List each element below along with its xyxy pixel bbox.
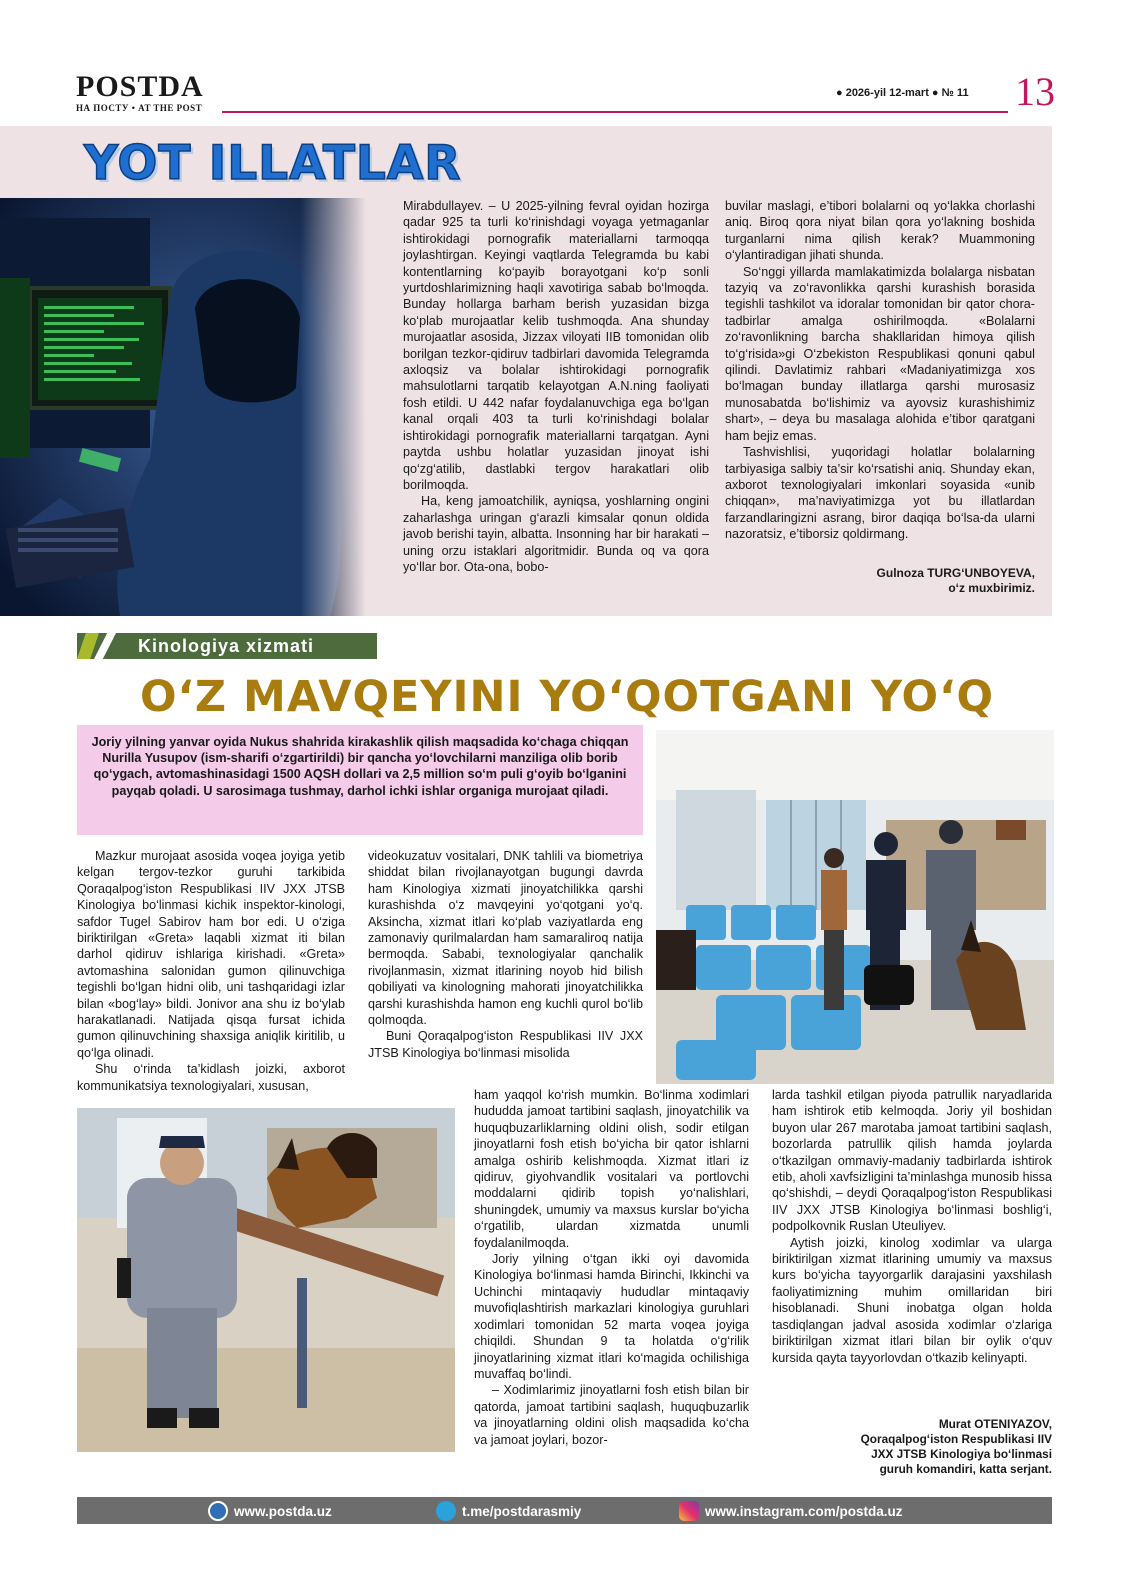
- article2-col3: [474, 1087, 749, 1448]
- airport-photo: [656, 730, 1054, 1084]
- article1-title: YOT ILLATLAR: [84, 136, 462, 191]
- article1-signature: [780, 566, 1035, 596]
- signature-line: JXX JTSB Kinologiya bo‘linmasi: [871, 1447, 1052, 1461]
- paragraph: So‘nggi yillarda mamlakatimizda bolalarga nisbatan tazyiq va zo‘ravonlikka qarshi kurashish borasida tegishli tashkilot va idoralar tomonidan bir qator chora-tadbirlar amalga oshirilmoqda. «Bolalarni zo‘ravonlikning barcha shakllaridan himoya qilish to‘g‘risida»gi O‘zbekiston Respublikasi qonuni qabul qilindi. Davlatimiz rahbari «Madaniyatimizga xos bo‘lmagan bunday illatlarga qarshi murosasiz munosabatda bo‘lishimiz va ayovsiz kurashishimiz shart», – deya bu masalaga alohida e’tibor qaratgani ham bejiz emas.: [725, 264, 1035, 443]
- article2-col4: [772, 1087, 1052, 1366]
- signature-line: Qoraqalpog‘iston Respublikasi IIV: [860, 1432, 1052, 1446]
- paragraph: Buni Qoraqalpog‘iston Respublikasi IIV JXX JTSB Kinologiya bo‘linmasi misolida: [368, 1029, 643, 1060]
- rubric-label: Kinologiya xizmati: [138, 636, 315, 656]
- article2-col2: [368, 848, 643, 1061]
- article1-col1: [403, 198, 709, 575]
- signature-role: o‘z muxbirimiz.: [948, 581, 1035, 595]
- article2-headline: O‘Z MAVQEYINI YO‘QOTGANI YO‘Q: [140, 672, 994, 722]
- lead-text: Joriy yilning yanvar oyida Nukus shahrida kirakashlik qilish maqsadida ko‘chaga chiqqan Nurilla Yusupov (ism-sharifi o‘zgartirildi) bir qancha yo‘lovchilarni manziliga olib borib qo‘ygach, avtomashinasidagi 1500 AQSH dollari va 2,5 million so‘m puli g‘oyib bo‘lganini payqab qoladi. U sarosimaga tushmay, darhol ichki ishlar organiga murojaat qiladi.: [91, 735, 629, 798]
- signature-name: Gulnoza TURG‘UNBOYEVA,: [876, 566, 1035, 580]
- instagram-icon: [679, 1501, 699, 1521]
- hacker-photo: [0, 198, 366, 616]
- telegram-icon: [436, 1501, 456, 1521]
- instagram-link[interactable]: www.instagram.com/postda.uz: [705, 1503, 903, 1519]
- paragraph: videokuzatuv vositalari, DNK tahlili va biometriya shiddat bilan rivojlanayotgan bugungi davrda ham Kinologiya xizmati jinoyatchilikka qarshi kurashishda o‘z mavqeyini yo‘qotgani yo‘q. Aksincha, xizmat itlari ko‘plab vaziyatlarda eng zamonaviy qurilmalardan ham samaraliroq natija bermoqda. Sababi, texnologiyalar qanchalik rivojlanmasin, xizmat itlarining noyob hid bilish qobiliyati va kinologning mahorati jinoyatchilikka qarshi kurashishda hamon eng kuchli qurol bo‘lib qolmoqda.: [368, 849, 643, 1028]
- article1-col2: [725, 198, 1035, 543]
- footer-website[interactable]: [208, 1500, 332, 1522]
- signature-line: Murat OTENIYAZOV,: [938, 1417, 1052, 1431]
- paragraph: – Xodimlarimiz jinoyatlarni fosh etish bilan bir qatorda, jamoat tartibini saqlash, huquqbuzarlik va jinoyatlarning oldini olish maqsadida ko‘cha va jamoat joylari, bozor-: [474, 1383, 749, 1447]
- signature-line: guruh komandiri, katta serjant.: [879, 1462, 1052, 1476]
- paragraph: Tashvishlisi, yuqoridagi holatlar bolalarning tarbiyasiga salbiy ta’sir ko‘rsatishi aniq. Shunday ekan, axborot texnologiyalari imkonlari soyasida «unib chiqqan», ma’naviyatimizga yot bu illatlardan farzandlaringizni asrang, biror daqiqa bo‘lsa-da ularni nazoratsiz, e’tiborsiz qoldirmang.: [725, 445, 1035, 542]
- paragraph: buvilar maslagi, e’tibori bolalarni oq yo‘lakka chorlashi aniq. Biroq qora niyat bilan qora yo‘lakning boshida turganlarni nima qilish kerak? Muammoning o‘ylantiradigan jihati shunda.: [725, 199, 1035, 263]
- paragraph: Mazkur murojaat asosida voqea joyiga yetib kelgan tergov-tezkor guruhi tarkibida Qoraqalpog‘iston Respublikasi IIV JXX JTSB Kinologiya bo‘linmasi kichik inspektor-kinologi, safdor Tugel Sabirov ham bor edi. U o‘ziga biriktirilgan «Greta» laqabli xizmat iti bilan darhol qidiruv ishlariga kirishadi. «Greta» avtomashina salonidan gumon qilinuvchiga tegishli bo‘lgan hidni olib, uni tashqaridagi izlar bilan «bog‘lay» bildi. Jonivor ana shu iz bo‘ylab harakatlanadi. Natijada qisqa fursat ichida gumon qilinuvchining shaxsiga aniqlik kiritilib, u qo‘lga olinadi.: [77, 849, 345, 1060]
- paragraph: larda tashkil etilgan piyoda patrullik naryadlarida ham ishtirok etib kelmoqda. Joriy yil boshidan buyon ular 267 marotaba jamoat tartibini saqlash, bozorlarda patrullik qilish hamda joylarda o‘tkazilgan ommaviy-madaniy tadbirlarda ishtirok etib, aholi xavfsizligini ta’minlashga munosib hissa qo‘shishdi, – deydi Qoraqalpog‘iston Respublikasi IIV JXX JTSB Kinologiya bo‘linmasi boshlig‘i, podpolkovnik Ruslan Uteuliyev.: [772, 1088, 1052, 1234]
- paragraph: Joriy yilning o‘tgan ikki oyi davomida Kinologiya bo‘linmasi hamda Birinchi, Ikkinchi va Uchinchi mintaqaviy hududlar mintaqaviy muvofiqlashtirish markazlari kinologiya guruhlari xodimlari tomonidan 52 marta voqea joyiga chiqildi. Shundan 9 ta holatda o‘g‘rilik jinoyatlarining xizmat itlari ko‘magida ochilishiga muvaffaq bo‘lindi.: [474, 1252, 749, 1381]
- masthead-divider: [222, 111, 1008, 113]
- website-link[interactable]: www.postda.uz: [234, 1503, 332, 1519]
- paragraph: Aytish joizki, kinolog xodimlar va ularga biriktirilgan xizmat itlarining umumiy va maxsus kurs bo‘yicha tayyorgarlik darajasini yaxshilash faoliyatimizning muhim omillaridan biri hisoblanadi. Shuni inobatga olgan holda tasdiqlangan jadval asosida xodimlar o‘zlariga biriktirilgan xizmat itlari bilan bir oylik o‘quv kursida qayta tayyorlovdan o‘tkazib kelinyapti.: [772, 1235, 1052, 1365]
- paragraph: ham yaqqol ko‘rish mumkin. Bo‘linma xodimlari hududda jamoat tartibini saqlash, jinoyatchilik va huquqbuzarliklarning oldini olish, sodir etilgan jinoyatlarni fosh etish bo‘yicha bir qator ishlarni amalga oshirib kelishmoqda. Xizmat itlari iz qidiruv, giyohvandlik vositalari va portlovchi moddalarni qidirib topish yo‘nalishlari, shuningdek, umumiy va maxsus kurslar bo‘yicha o‘rgatilib, ulardan xizmatda unumli foydalanilmoqda.: [474, 1088, 749, 1250]
- lead-box: [77, 725, 643, 835]
- masthead-logo: POSTDA: [76, 70, 204, 103]
- officer-dog-photo: [77, 1108, 455, 1452]
- masthead-subtitle: НА ПОСТУ • AT THE POST: [76, 103, 203, 113]
- issue-date: ● 2026-yil 12-mart ● № 11: [836, 87, 969, 99]
- footer-telegram[interactable]: [436, 1500, 581, 1522]
- footer-instagram[interactable]: [679, 1500, 903, 1522]
- globe-icon: [208, 1501, 228, 1521]
- article2-col1: [77, 848, 345, 1094]
- page-number: 13: [1015, 69, 1055, 114]
- paragraph: Ha, keng jamoatchilik, ayniqsa, yoshlarning ongini zaharlashga uringan g‘arazli kimsalar qonun oldida javob berishi tayin, albatta. Insonning har bir harakati – uning orzu istaklari algoritmidir. Bunda oq va qora yo‘llar bor. Ota-ona, bobo-: [403, 494, 709, 574]
- telegram-link[interactable]: t.me/postdarasmiy: [462, 1503, 582, 1519]
- paragraph: Shu o‘rinda ta’kidlash joizki, axborot kommunikatsiya texnologiyalari, xususan,: [77, 1062, 345, 1093]
- paragraph: Mirabdullayev. – U 2025-yilning fevral oyidan hozirga qadar 925 ta turli ko‘rinishdagi voyaga yetmaganlar ishtirokidagi pornografik materiallarni tarmoqqa joylashtirgan. Keyingi vaqtlarda Telegramda bu kabi kontentlarning ko‘payib borayotgani ko‘p sonli yurtdoshlarimizning haqli xavotiriga sabab bo‘lmoqda. Bunday hollarga barham berish yuzasidan bizga ko‘plab murojaatlar kelib tushmoqda. Ana shunday murojaatlar asosida, Jizzax viloyati IIB tomonidan olib borilgan tezkor-qidiruv tadbirlari davomida Telegramda axloqsiz va bolalar ishtirokidagi pornografik mahsulotlarni tarqatib kelayotgan A.N.ning faoliyati fosh etildi. U 442 nafar foydalanuvchiga ega bo‘lgan kanal orqali 403 ta turli ko‘rinishdagi bolalar ishtirokidagi pornografik materiallarni tarqatgan. Ayni paytda ushbu holatlar yuzasidan jinoyat ishi qo‘zg‘atilib, dastlabki tergov harakatlari olib borilmoqda.: [403, 199, 709, 492]
- article2-signature: [790, 1417, 1052, 1477]
